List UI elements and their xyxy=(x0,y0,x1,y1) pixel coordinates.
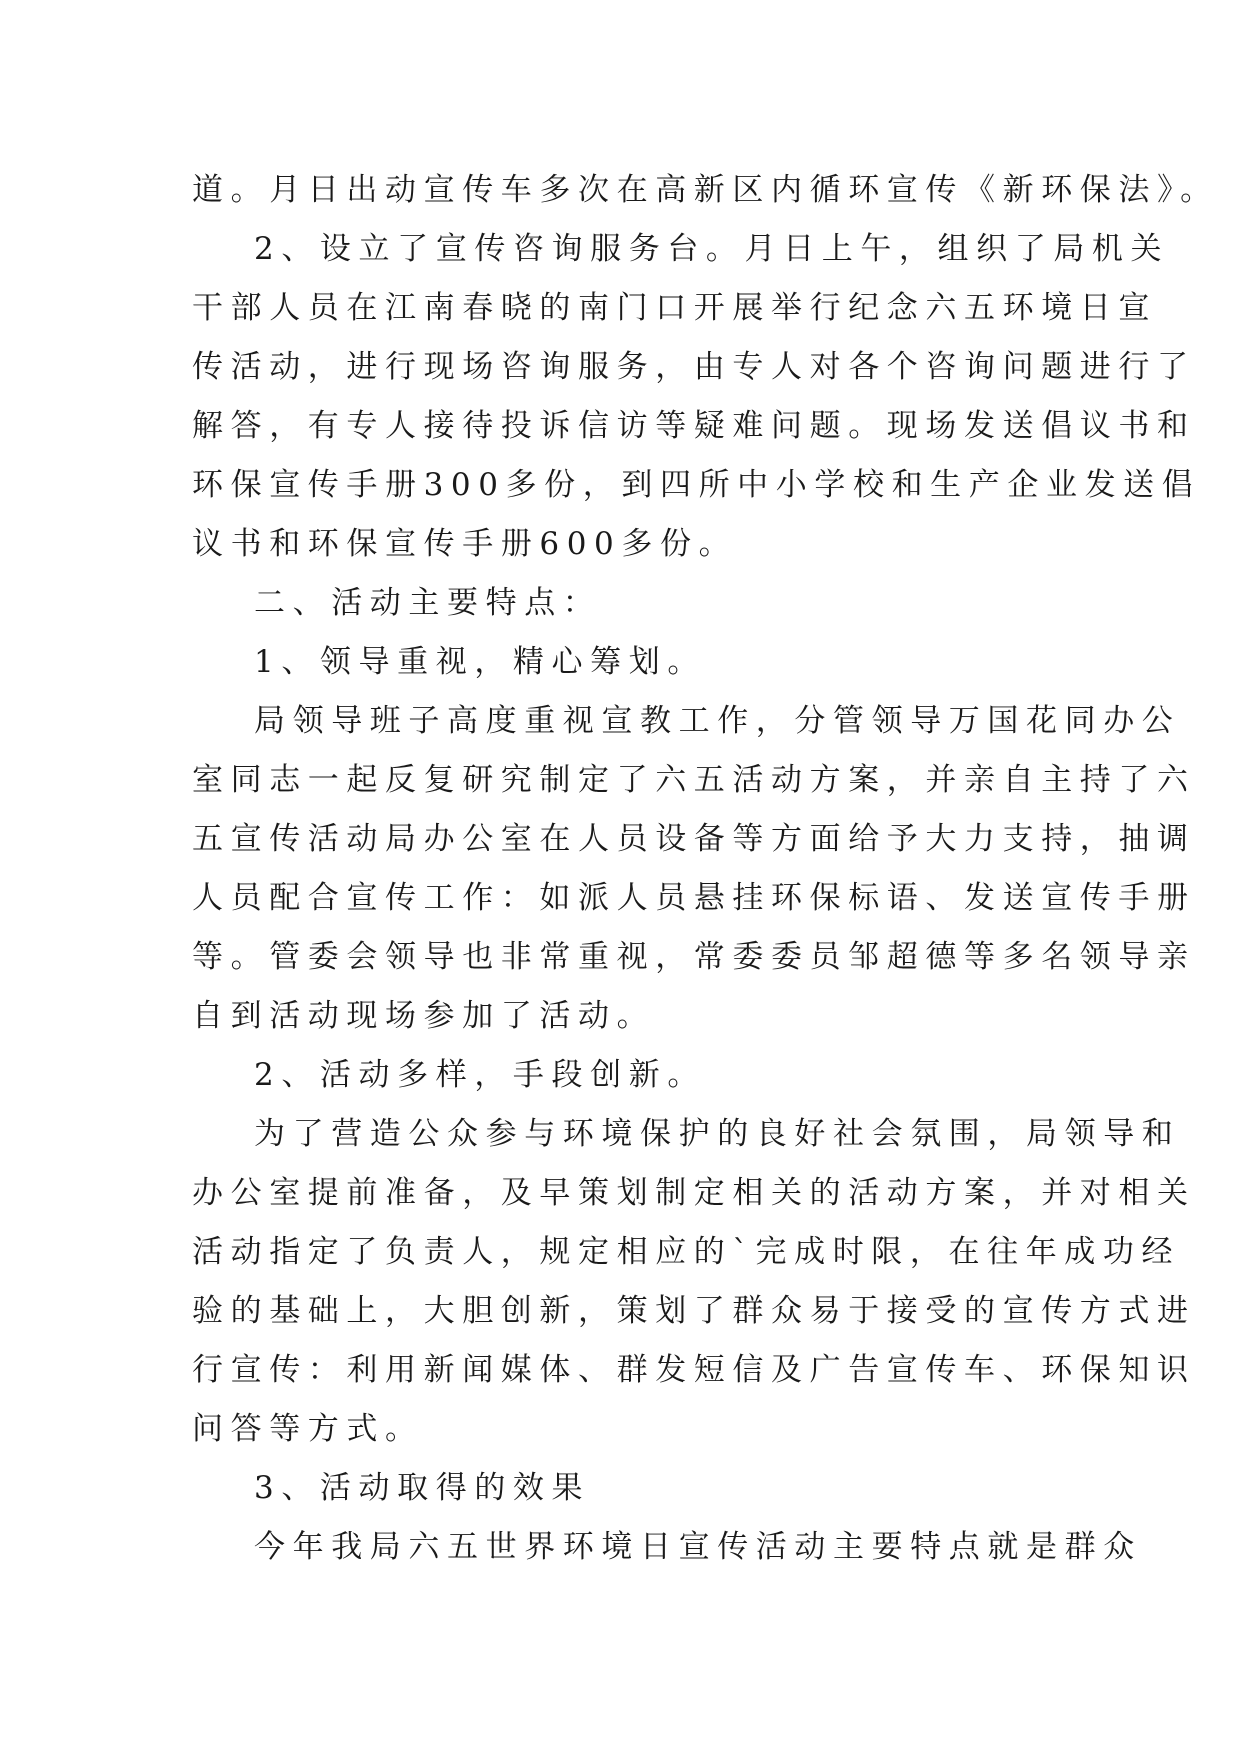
body-line: 为了营造公众参与环境保护的良好社会氛围，局领导和 xyxy=(254,1116,1181,1152)
body-line: 问答等方式。 xyxy=(192,1411,424,1447)
subsection-heading: 1、领导重视，精心筹划。 xyxy=(254,644,706,680)
section-heading: 二、活动主要特点： xyxy=(254,585,602,621)
body-line: 等。管委会领导也非常重视，常委委员邹超德等多名领导亲 xyxy=(192,939,1196,975)
body-line: 室同志一起反复研究制定了六五活动方案，并亲自主持了六 xyxy=(192,762,1196,798)
body-line: 局领导班子高度重视宣教工作，分管领导万国花同办公 xyxy=(254,703,1181,739)
body-line: 活动指定了负责人，规定相应的`完成时限，在往年成功经 xyxy=(192,1234,1181,1270)
body-line: 解答，有专人接待投诉信访等疑难问题。现场发送倡议书和 xyxy=(192,408,1196,444)
subsection-heading: 2、活动多样，手段创新。 xyxy=(254,1057,706,1093)
body-line: 传活动，进行现场咨询服务，由专人对各个咨询问题进行了 xyxy=(192,349,1196,385)
body-line: 自到活动现场参加了活动。 xyxy=(192,998,656,1034)
body-line: 办公室提前准备，及早策划制定相关的活动方案，并对相关 xyxy=(192,1175,1196,1211)
subsection-heading: 3、活动取得的效果 xyxy=(254,1470,591,1506)
body-line: 议书和环保宣传手册600多份。 xyxy=(192,526,738,562)
body-line: 验的基础上，大胆创新，策划了群众易于接受的宣传方式进 xyxy=(192,1293,1196,1329)
body-line: 道。月日出动宣传车多次在高新区内循环宣传《新环保法》。 xyxy=(192,172,1219,208)
document-body xyxy=(192,161,1219,1577)
body-line: 今年我局六五世界环境日宣传活动主要特点就是群众 xyxy=(254,1529,1142,1565)
body-line: 人员配合宣传工作：如派人员悬挂环保标语、发送宣传手册 xyxy=(192,880,1196,916)
body-line: 干部人员在江南春晓的南门口开展举行纪念六五环境日宣 xyxy=(192,290,1157,326)
body-line: 环保宣传手册300多份，到四所中小学校和生产企业发送倡 xyxy=(192,467,1201,503)
body-line: 五宣传活动局办公室在人员设备等方面给予大力支持，抽调 xyxy=(192,821,1196,857)
body-line: 2、设立了宣传咨询服务台。月日上午，组织了局机关 xyxy=(254,231,1170,267)
body-line: 行宣传：利用新闻媒体、群发短信及广告宣传车、环保知识 xyxy=(192,1352,1196,1388)
